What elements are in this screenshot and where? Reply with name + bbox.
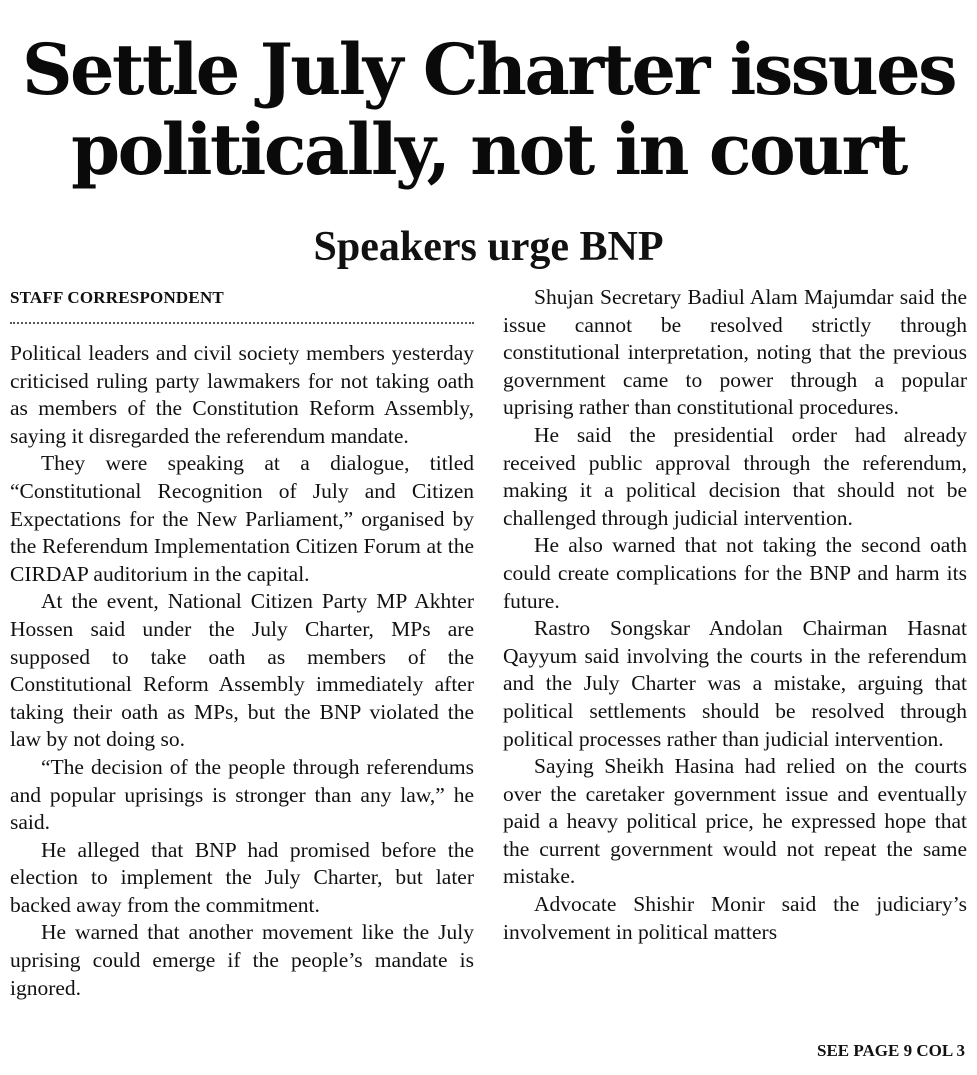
headline-line-1: Settle July Charter issues	[21, 28, 956, 111]
headline	[0, 30, 977, 190]
paragraph: He alleged that BNP had promised before the election to implement the July Charter, but later backed away from the commitment.	[10, 837, 474, 917]
byline: STAFF CORRESPONDENT	[10, 288, 224, 307]
byline-divider	[10, 322, 474, 324]
paragraph: He said the presidential order had already received public approval through the referendum, making it a political decision that should not be challenged through judicial intervention.	[503, 422, 967, 530]
paragraph: Saying Sheikh Hasina had relied on the courts over the caretaker government issue and eventually paid a heavy political price, he expressed hope that the current government would not repeat the same mistake.	[503, 754, 967, 889]
paragraph: At the event, National Citizen Party MP Akhter Hossen said under the July Charter, MPs are supposed to take oath as members of the Constitutional Reform Assembly immediately after taking their oath as MPs, but the BNP violated the law by not doing so.	[10, 589, 474, 752]
continued-on-page-link[interactable]: SEE PAGE 9 COL 3	[817, 1041, 965, 1060]
paragraph: Political leaders and civil society members yesterday criticised ruling party lawmakers for not taking oath as members of the Constitution Reform Assembly, saying it disregarded the referendum mandate.	[10, 341, 474, 448]
paragraph: He also warned that not taking the second oath could create complications for the BNP and harm its future.	[503, 533, 967, 613]
subheadline: Speakers urge BNP	[313, 224, 664, 270]
left-column	[10, 340, 474, 1002]
paragraph: He warned that another movement like the July uprising could emerge if the people’s mandate is ignored.	[10, 920, 474, 1000]
paragraph: Shujan Secretary Badiul Alam Majumdar said the issue cannot be resolved strictly through constitutional interpretation, noting that the previous government came to power through a popular uprising rather than constitutional procedures.	[503, 285, 967, 420]
right-column	[503, 284, 967, 946]
headline-line-2: politically, not in court	[71, 108, 906, 191]
paragraph: “The decision of the people through referendums and popular uprisings is stronger than any law,” he said.	[10, 754, 474, 835]
paragraph: They were speaking at a dialogue, titled “Constitutional Recognition of July and Citizen Expectations for the New Parliament,” organised by the Referendum Implementation Citizen Forum at the CIRDAP auditorium in the capital.	[10, 451, 474, 586]
paragraph: Advocate Shishir Monir said the judiciary’s involvement in political matters	[503, 892, 967, 944]
paragraph: Rastro Songskar Andolan Chairman Hasnat Qayyum said involving the courts in the referendum and the July Charter was a mistake, arguing that political settlements should be resolved through political processes rather than judicial intervention.	[503, 616, 967, 751]
